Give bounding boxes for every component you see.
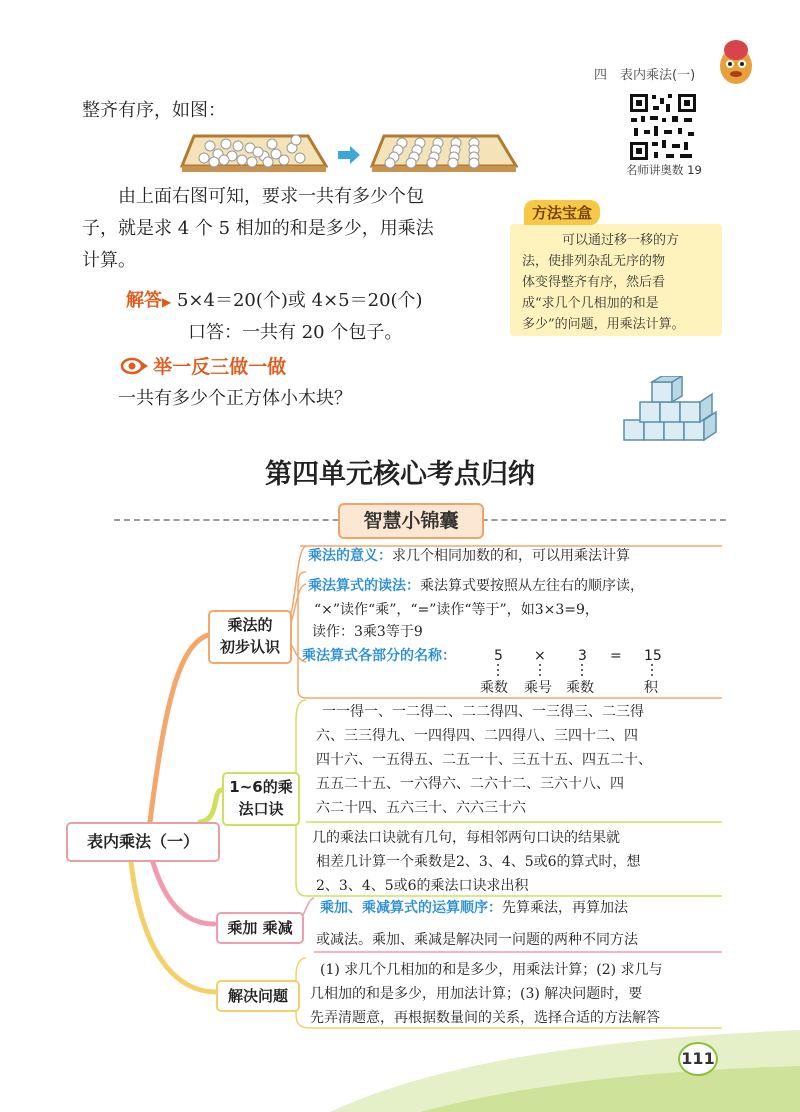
b3-line-2: 或减法。乘加、乘减是解决同一问题的两种不同方法	[316, 932, 638, 948]
b1-meaning-key: 乘法的意义：	[308, 548, 392, 564]
parts-name: 乘号	[524, 680, 552, 696]
b4-line: 几相加的和是多少，用加法计算；(3) 解决问题时，要	[310, 986, 643, 1002]
tips-badge: 智慧小锦囊	[338, 503, 484, 539]
b2-note: 相差几计算一个乘数是2、3、4、5或6的算式时，想	[316, 854, 641, 870]
b3-key: 乘加、乘减算式的运算顺序：	[320, 900, 502, 916]
intro-text: 整齐有序，如图：	[82, 100, 226, 121]
branch-label-line: 初步认识	[219, 638, 280, 656]
b1-meaning-text: 求几个相同加数的和，可以用乘法计算	[392, 548, 630, 564]
tip-title: 方法宝盒	[524, 200, 600, 225]
b1-parts-key: 乘法算式各部分的名称：	[302, 648, 456, 664]
mindmap-branch-mixed-ops: 乘加 乘减	[216, 912, 304, 944]
b3-order	[320, 896, 628, 920]
parts-num: 3	[578, 648, 587, 664]
page-number: 111	[678, 1042, 718, 1076]
mindmap-branch-problem-solving: 解决问题	[216, 980, 300, 1012]
section-title: 第四单元核心考点归纳	[265, 459, 535, 490]
answer-arrow-icon: ▶	[162, 295, 172, 309]
b2-line: 五五二十五、一六得六、二六十二、三六十八、四	[316, 776, 624, 792]
explanation-line-2: 子，就是求 4 个 5 相加的和是多少，用乘法	[82, 218, 434, 239]
explanation-line-1: 由上面右图可知，要求一共有多少个包	[118, 186, 424, 207]
b1-reading-text: 乘法算式要按照从左往右的顺序读，	[420, 578, 644, 594]
mindmap-branch-meaning	[208, 610, 292, 664]
qr-caption: 名师讲奥数 19	[626, 163, 702, 177]
b1-meaning	[308, 544, 630, 568]
b2-line: 一一得一、一二得二、二二得四、一三得三、二三得	[322, 704, 644, 720]
parts-num: ×	[534, 648, 546, 664]
b3-text: 先算乘法，再算加法	[502, 900, 628, 916]
parts-num: =	[610, 648, 622, 664]
tip-line-1: 可以通过移一移的方	[562, 233, 680, 248]
explanation-line-3: 计算。	[82, 250, 136, 271]
mindmap-branch-tables	[222, 772, 300, 826]
b1-reading-line-2: “×”读作“乘”，“=”读作“等于”，如3×3=9，	[314, 602, 599, 618]
answer-label: 解答	[126, 290, 162, 311]
practice-label: 举一反三做一做	[153, 356, 287, 378]
tip-line-5: 多少”的问题，用乘法计算。	[522, 317, 685, 332]
b2-note: 2、3、4、5或6的乘法口诀求出积	[316, 878, 529, 894]
branch-label-line: 乘法的	[227, 616, 273, 634]
b4-line: 先弄清题意，再根据数量间的关系，选择合适的方法解答	[310, 1010, 660, 1026]
parts-name: 乘数	[566, 680, 594, 696]
parts-name: 积	[644, 680, 658, 696]
mindmap-root: 表内乘法（一）	[66, 822, 220, 862]
b1-reading	[308, 574, 644, 598]
tip-line-3: 体变得整齐有序，然后看	[522, 275, 666, 290]
parts-name: 乘数	[480, 680, 508, 696]
b1-reading-key: 乘法算式的读法：	[308, 578, 420, 594]
b2-line: 六、三三得九、一四得四、二四得八、三四十二、四	[316, 728, 638, 744]
tip-line-2: 法，使排列杂乱无序的物	[522, 254, 666, 269]
b2-line: 六二十四、五六三十、六六三十六	[316, 800, 526, 816]
parts-num: 15	[644, 648, 662, 664]
tip-line-4: 成“求几个几相加的和是	[522, 296, 659, 311]
branch-label-line: 法口诀	[238, 800, 284, 818]
b2-note: 几的乘法口诀就有几句，每相邻两句口诀的结果就	[312, 830, 620, 846]
parts-num: 5	[494, 648, 503, 664]
b4-line: (1) 求几个几相加的和是多少，用乘法计算；(2) 求几与	[320, 962, 663, 978]
answer-oral: 口答：一共有 20 个包子。	[188, 322, 403, 343]
section-header: 四 表内乘法(一)	[594, 68, 696, 83]
b2-line: 四十六、一五得五、二五一十、三五十五、四五二十、	[316, 752, 652, 768]
practice-question: 一共有多少个正方体小木块？	[118, 388, 352, 409]
branch-label-line: 1~6的乘	[229, 778, 293, 796]
b1-reading-line-3: 读作：3乘3等于9	[312, 624, 423, 640]
b1-parts	[302, 644, 456, 668]
answer-equation: 5×4＝20(个)或 4×5＝20(个)	[176, 290, 423, 311]
